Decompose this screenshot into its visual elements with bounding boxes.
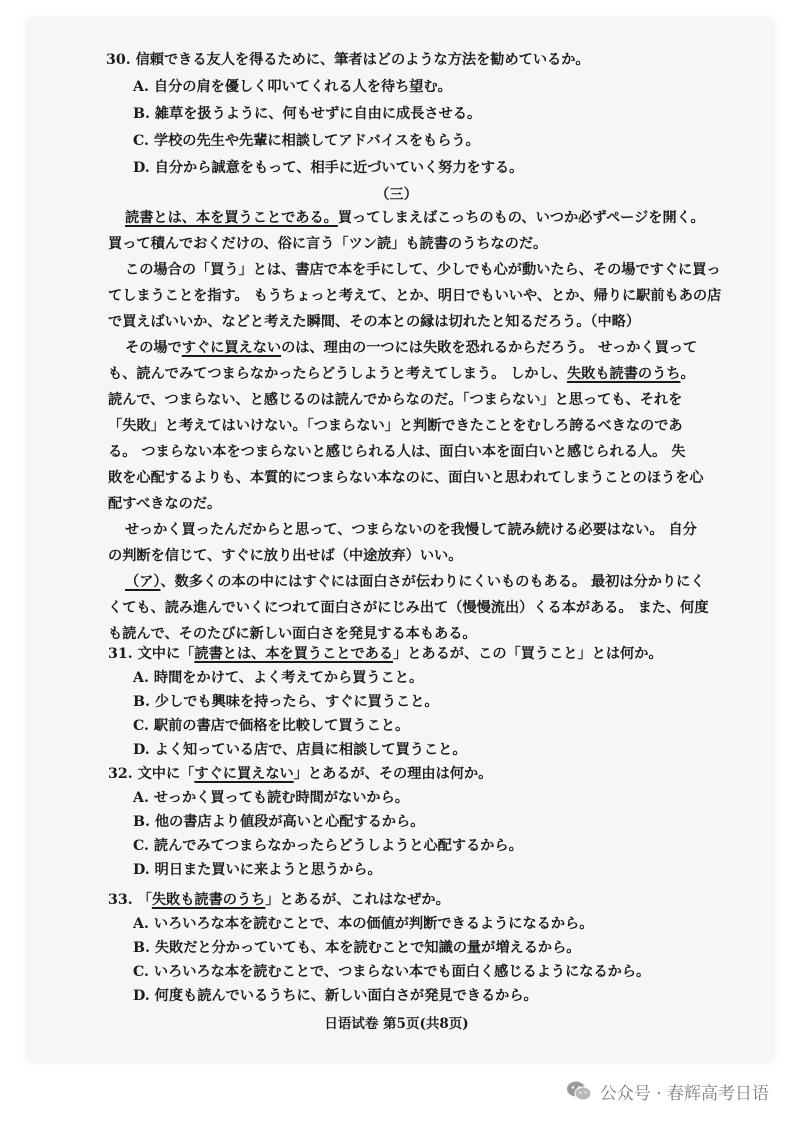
passage-p3-line2: も、読んでみてつまらなかったらどうしようと考えてしまう。 しかし、失敗も読書のうち。 — [108, 366, 695, 382]
q33-stem: 33. 「失敗も読書のうち」とあるが、これはなぜか。 — [108, 892, 450, 908]
q33-option-b: B. 失敗だと分かっていても、本を読むことで知識の量が増えるから。 — [133, 940, 581, 956]
q32-option-a: A. せっかく買っても読む時間がないから。 — [133, 790, 409, 806]
passage-p2-line3: で買えばいいか、などと考えた瞬間、その本との縁は切れたと知るだろう。（中略） — [108, 314, 641, 330]
passage-p3-line5: る。 つまらない本をつまらないと感じられる人は、面白い本を面白いと感じられる人。 失 — [108, 444, 686, 460]
q31-option-d: D. よく知っている店で、店員に相談して買うこと。 — [133, 742, 467, 758]
q33-option-d: D. 何度も読んでいるうちに、新しい面白さが発見できるから。 — [133, 988, 538, 1004]
passage-p4-line2: の判断を信じて、すぐに放り出せば（中途放弃）いい。 — [108, 548, 463, 564]
passage-p4-line1: せっかく買ったんだからと思って、つまらないのを我慢して読み続ける必要はない。 自分 — [125, 522, 697, 538]
underlined-phrase-reading: 読書とは、本を買うことである。 — [125, 210, 338, 226]
watermark-text: 公众号 · 春辉高考日语 — [599, 1083, 769, 1104]
q32-option-b: B. 他の書店より値段が高いと心配するから。 — [133, 814, 425, 830]
q30-option-a: A. 自分の肩を優しく叩いてくれる人を待ち望む。 — [133, 79, 452, 95]
q31-stem: 31. 文中に「読書とは、本を買うことである」とあるが、この「買うこと」とは何か。 — [108, 646, 663, 662]
blank-a: （ア） — [125, 574, 161, 590]
q32-option-c: C. 読んでみてつまらなかったらどうしようと心配するから。 — [133, 838, 523, 854]
passage-p3-line4: 「失敗」と考えてはいけない。「つまらない」と判断できたことをむしろ誇るべきなのであ — [108, 418, 683, 434]
q33-option-a: A. いろいろな本を読むことで、本の価値が判断できるようになるから。 — [133, 916, 594, 932]
passage-p1-line1: 読書とは、本を買うことである。買ってしまえばこっちのもの、いつか必ずページを開く。 — [125, 210, 705, 226]
page-footer: 日语试卷 第5页(共8页) — [324, 1016, 469, 1032]
passage-p5-line1: （ア）、数多くの本の中にはすぐには面白さが伝わりにくいものもある。 最初は分かりにく — [125, 574, 705, 590]
underlined-phrase-failure: 失敗も読書のうち — [566, 366, 681, 382]
passage-p3-line6: 敗を心配するよりも、本質的につまらない本なのに、面白いと思われてしまうことのほうを心 — [108, 470, 704, 486]
q32-option-d: D. 明日また買いに来ようと思うから。 — [133, 862, 382, 878]
q31-option-b: B. 少しでも興味を持ったら、すぐに買うこと。 — [133, 694, 439, 710]
passage-p2-line1: この場合の「買う」とは、書店で本を手にして、少しでも心が動いたら、その場ですぐに買っ — [125, 262, 721, 278]
passage-p3-line1: その場ですぐに買えないのは、理由の一つには失敗を恐れるからだろう。 せっかく買って — [125, 340, 698, 356]
passage-p5-line2: くても、読み進んでいくにつれて面白さがにじみ出て（慢慢流出）くる本がある。 また、何度 — [108, 600, 709, 616]
q30-option-b: B. 雑草を扱うように、何もせずに自由に成長させる。 — [133, 106, 482, 122]
passage-p2-line2: てしまうことを指す。 もうちょっと考えて、とか、明日でもいいや、とか、帰りに駅前もあの店 — [108, 288, 722, 304]
q32-underlined: すぐに買えない — [194, 766, 294, 782]
q30-stem: 30. 信頼できる友人を得るために、筆者はどのような方法を勧めているか。 — [106, 52, 590, 68]
section-title: （三） — [375, 187, 418, 203]
q31-option-a: A. 時間をかけて、よく考えてから買うこと。 — [133, 670, 424, 686]
passage-p3-line7: 配すべきなのだ。 — [108, 496, 222, 512]
account-watermark — [566, 1079, 769, 1103]
q33-option-c: C. いろいろな本を読むことで、つまらない本でも面白く感じるようになるから。 — [133, 964, 651, 980]
q33-underlined: 失敗も読書のうち — [151, 892, 266, 908]
passage-p1-line2: 買って積んでおくだけの、俗に言う「ツン読」も読書のうちなのだ。 — [108, 236, 548, 252]
underlined-phrase-cannot-buy: すぐに買えない — [181, 340, 282, 356]
wechat-icon — [566, 1080, 592, 1102]
q30-option-c: C. 学校の先生や先輩に相談してアドバイスをもらう。 — [133, 133, 480, 149]
passage-p3-line3: 読んで、つまらない、と感じるのは読んでからなのだ。「つまらない」と思っても、それを — [108, 392, 683, 408]
q30-option-d: D. 自分から誠意をもって、相手に近づいていく努力をする。 — [133, 160, 524, 176]
q32-stem: 32. 文中に「すぐに買えない」とあるが、その理由は何か。 — [108, 766, 493, 782]
passage-p5-line3: も読んで、そのたびに新しい面白さを発見する本もある。 — [108, 626, 477, 642]
q31-option-c: C. 駅前の書店で価格を比較して買うこと。 — [133, 718, 410, 734]
q31-underlined: 読書とは、本を買うことである — [194, 646, 394, 662]
